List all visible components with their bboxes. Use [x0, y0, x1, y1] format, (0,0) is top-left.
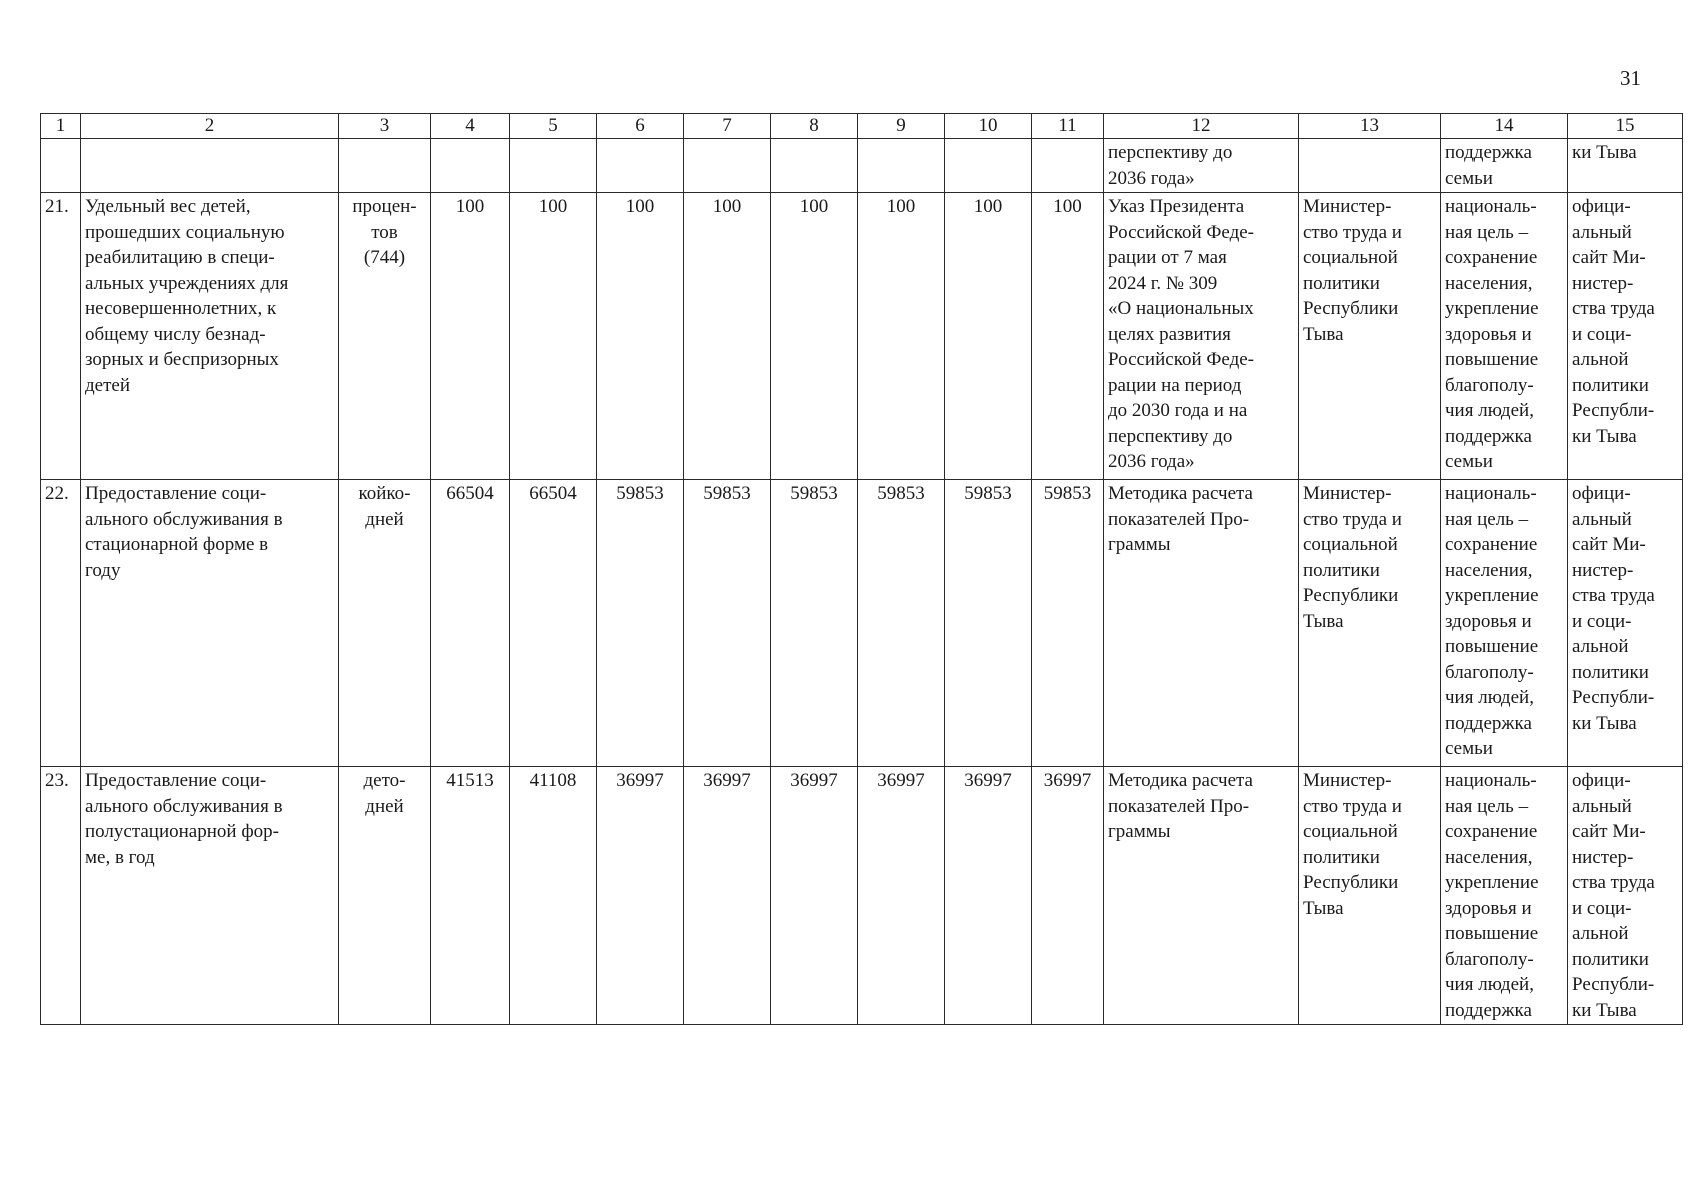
indicator-name: Предоставление соци- ального обслуживания в стационарной форме в году [81, 480, 339, 767]
unit-cell: койко- дней [339, 480, 431, 767]
value-cell: 36997 [858, 767, 945, 1025]
value-cell: 100 [1032, 193, 1104, 480]
value-cell: 36997 [597, 767, 684, 1025]
indicator-name: Предоставление соци- ального обслуживания в полустационарной фор- ме, в год [81, 767, 339, 1025]
table-cell [597, 139, 684, 193]
page-number: 31 [1620, 66, 1641, 90]
value-cell: 100 [431, 193, 510, 480]
table-cell [1299, 139, 1441, 193]
table-cell [339, 139, 431, 193]
value-cell: 59853 [858, 480, 945, 767]
row-number: 23. [41, 767, 81, 1025]
value-cell: 41108 [510, 767, 597, 1025]
value-cell: 41513 [431, 767, 510, 1025]
source-cell: ки Тыва [1568, 139, 1683, 193]
table-cell [684, 139, 771, 193]
header-col-11: 11 [1032, 114, 1104, 139]
unit-cell: процен- тов (744) [339, 193, 431, 480]
header-col-5: 5 [510, 114, 597, 139]
source-cell: офици- альный сайт Ми- нистер- ства труда и соци- альной политики Республи- ки Тыва [1568, 193, 1683, 480]
header-col-3: 3 [339, 114, 431, 139]
table-cell [81, 139, 339, 193]
header-col-15: 15 [1568, 114, 1683, 139]
responsible-cell: Министер- ство труда и социальной политики Республики Тыва [1299, 193, 1441, 480]
table-cell [431, 139, 510, 193]
source-cell: офици- альный сайт Ми- нистер- ства труда и соци- альной политики Республи- ки Тыва [1568, 480, 1683, 767]
basis-cell: Методика расчета показателей Про- граммы [1104, 767, 1299, 1025]
value-cell: 66504 [510, 480, 597, 767]
table-cell [510, 139, 597, 193]
value-cell: 100 [510, 193, 597, 480]
table-row [41, 193, 1683, 480]
value-cell: 100 [597, 193, 684, 480]
indicators-table [40, 113, 1683, 1025]
value-cell: 59853 [771, 480, 858, 767]
value-cell: 59853 [1032, 480, 1104, 767]
header-col-10: 10 [945, 114, 1032, 139]
row-number: 21. [41, 193, 81, 480]
unit-cell: дето- дней [339, 767, 431, 1025]
responsible-cell: Министер- ство труда и социальной политики Республики Тыва [1299, 767, 1441, 1025]
table-row [41, 480, 1683, 767]
header-col-1: 1 [41, 114, 81, 139]
value-cell: 36997 [1032, 767, 1104, 1025]
value-cell: 36997 [945, 767, 1032, 1025]
table-cell [1032, 139, 1104, 193]
value-cell: 100 [945, 193, 1032, 480]
header-col-4: 4 [431, 114, 510, 139]
table-cell [771, 139, 858, 193]
header-col-8: 8 [771, 114, 858, 139]
row-number: 22. [41, 480, 81, 767]
goal-cell: националь- ная цель – сохранение населения, укрепление здоровья и повышение благополу- чия людей, поддержка семьи [1441, 480, 1568, 767]
table-cell [858, 139, 945, 193]
header-col-13: 13 [1299, 114, 1441, 139]
header-col-7: 7 [684, 114, 771, 139]
value-cell: 59853 [684, 480, 771, 767]
goal-cell: поддержка семьи [1441, 139, 1568, 193]
goal-cell: националь- ная цель – сохранение населения, укрепление здоровья и повышение благополу- чия людей, поддержка семьи [1441, 193, 1568, 480]
value-cell: 100 [684, 193, 771, 480]
source-cell: офици- альный сайт Ми- нистер- ства труда и соци- альной политики Республи- ки Тыва [1568, 767, 1683, 1025]
header-col-14: 14 [1441, 114, 1568, 139]
header-col-2: 2 [81, 114, 339, 139]
indicator-name: Удельный вес детей, прошедших социальную реабилитацию в специ- альных учреждениях для несовершеннолетних, к общему числу безнад- зорных и беспризорных детей [81, 193, 339, 480]
value-cell: 59853 [945, 480, 1032, 767]
basis-cell: перспективу до 2036 года» [1104, 139, 1299, 193]
continuation-row [41, 139, 1683, 193]
value-cell: 59853 [597, 480, 684, 767]
value-cell: 36997 [771, 767, 858, 1025]
table-cell [41, 139, 81, 193]
value-cell: 100 [858, 193, 945, 480]
value-cell: 100 [771, 193, 858, 480]
value-cell: 36997 [684, 767, 771, 1025]
responsible-cell: Министер- ство труда и социальной политики Республики Тыва [1299, 480, 1441, 767]
value-cell: 66504 [431, 480, 510, 767]
goal-cell: националь- ная цель – сохранение населения, укрепление здоровья и повышение благополу- чия людей, поддержка [1441, 767, 1568, 1025]
header-col-9: 9 [858, 114, 945, 139]
header-col-12: 12 [1104, 114, 1299, 139]
basis-cell: Методика расчета показателей Про- граммы [1104, 480, 1299, 767]
table-row [41, 767, 1683, 1025]
basis-cell: Указ Президента Российской Феде- рации от 7 мая 2024 г. № 309 «О национальных целях развития Российской Феде- рации на период до 2030 года и на перспективу до 2036 года» [1104, 193, 1299, 480]
table-cell [945, 139, 1032, 193]
header-col-6: 6 [597, 114, 684, 139]
header-row [41, 114, 1683, 139]
